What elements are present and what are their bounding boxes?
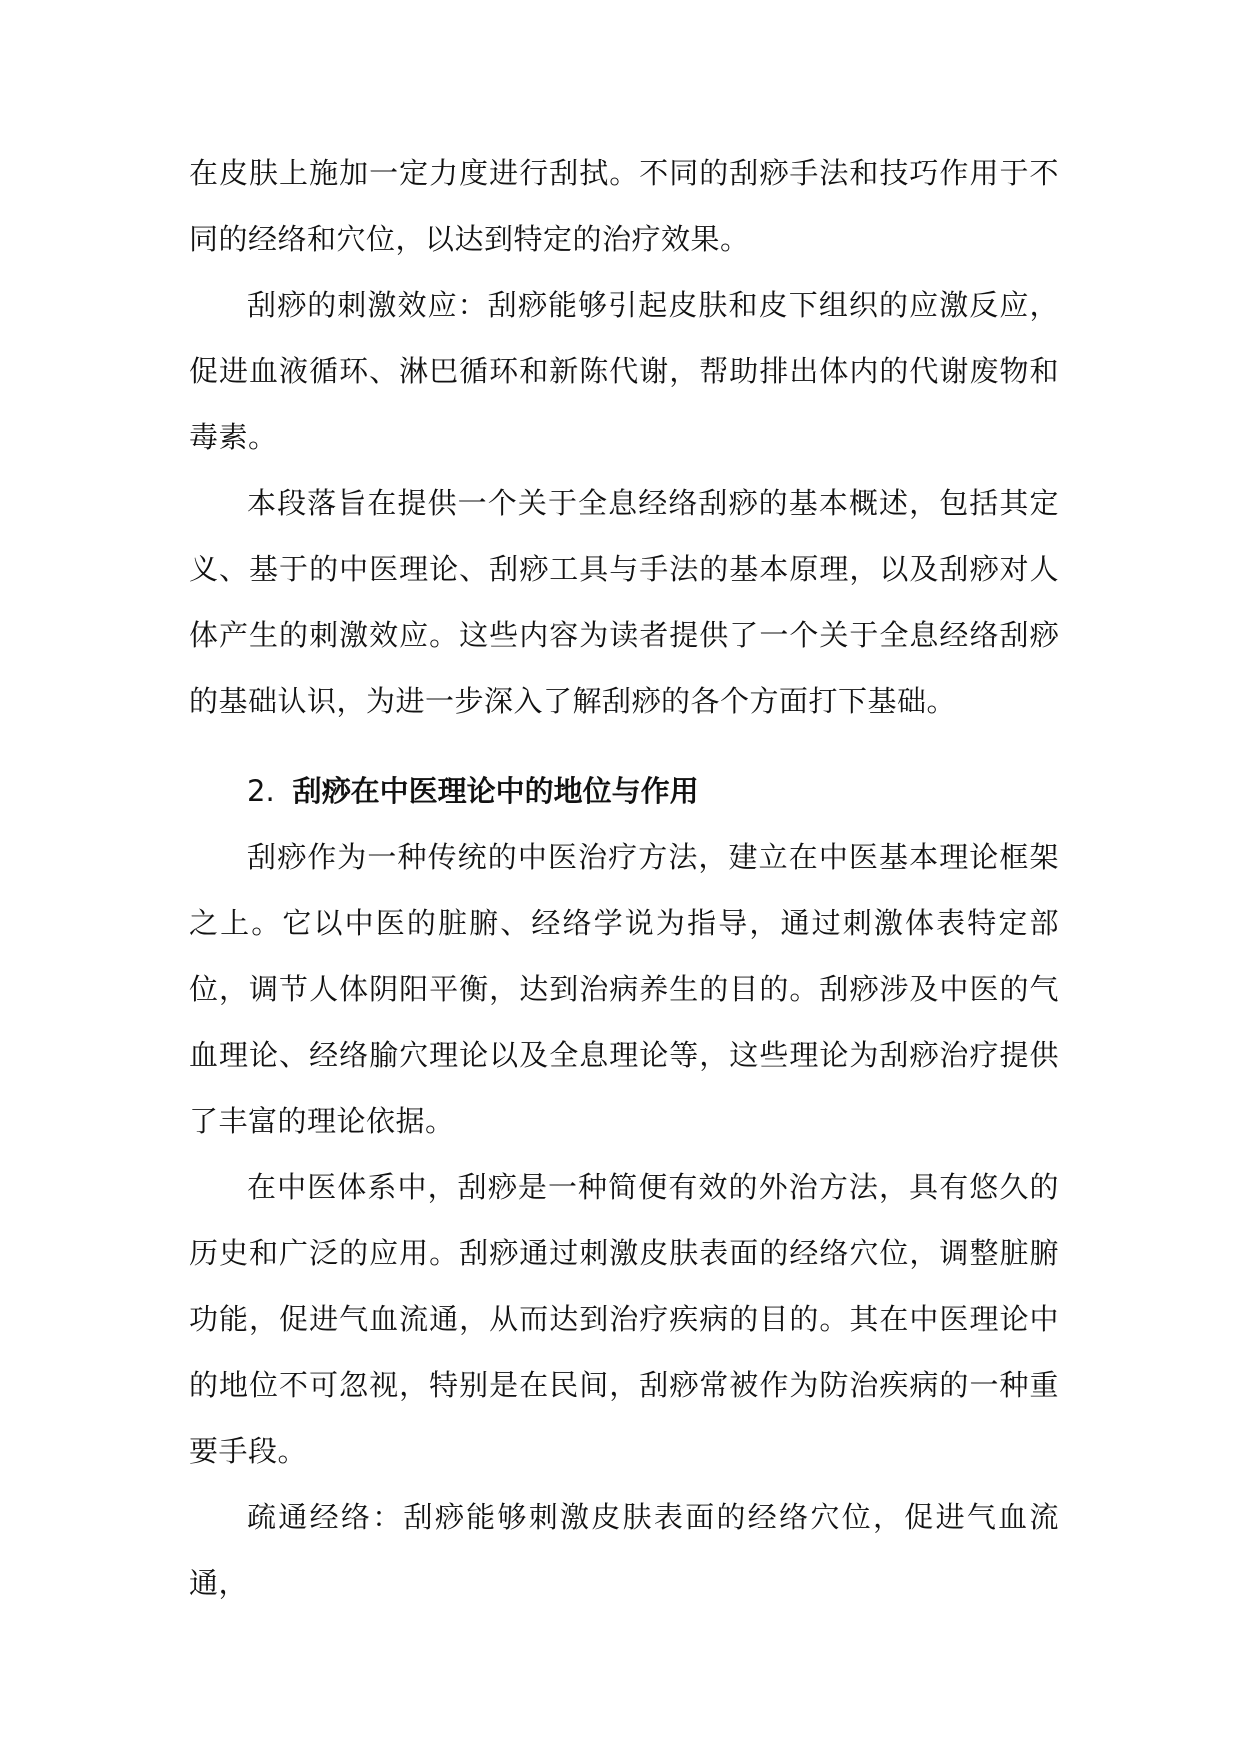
paragraph: 刮痧作为一种传统的中医治疗方法，建立在中医基本理论框架之上。它以中医的脏腑、经络学说为指导，通过刺激体表特定部位，调节人体阴阳平衡，达到治病养生的目的。刮痧涉及中医的气血理论、经络腧穴理论以及全息理论等，这些理论为刮痧治疗提供了丰富的理论依据。 [189, 840, 1059, 1138]
paragraph: 疏通经络：刮痧能够刺激皮肤表面的经络穴位，促进气血流通， [189, 1500, 1059, 1600]
paragraph: 在皮肤上施加一定力度进行刮拭。不同的刮痧手法和技巧作用于不同的经络和穴位，以达到特定的治疗效果。 [189, 156, 1059, 256]
paragraph: 刮痧的刺激效应：刮痧能够引起皮肤和皮下组织的应激反应，促进血液循环、淋巴循环和新陈代谢，帮助排出体内的代谢废物和毒素。 [189, 288, 1059, 454]
section-title: 刮痧在中医理论中的地位与作用 [292, 774, 699, 808]
paragraph: 在中医体系中，刮痧是一种简便有效的外治方法，具有悠久的历史和广泛的应用。刮痧通过刺激皮肤表面的经络穴位，调整脏腑功能，促进气血流通，从而达到治疗疾病的目的。其在中医理论中的地位不可忽视，特别是在民间，刮痧常被作为防治疾病的一种重要手段。 [189, 1170, 1059, 1468]
section-heading [189, 758, 1059, 824]
paragraph: 本段落旨在提供一个关于全息经络刮痧的基本概述，包括其定义、基于的中医理论、刮痧工具与手法的基本原理，以及刮痧对人体产生的刺激效应。这些内容为读者提供了一个关于全息经络刮痧的基础认识，为进一步深入了解刮痧的各个方面打下基础。 [189, 486, 1059, 718]
section-number: 2. [247, 774, 275, 808]
document-body [189, 140, 1059, 1616]
